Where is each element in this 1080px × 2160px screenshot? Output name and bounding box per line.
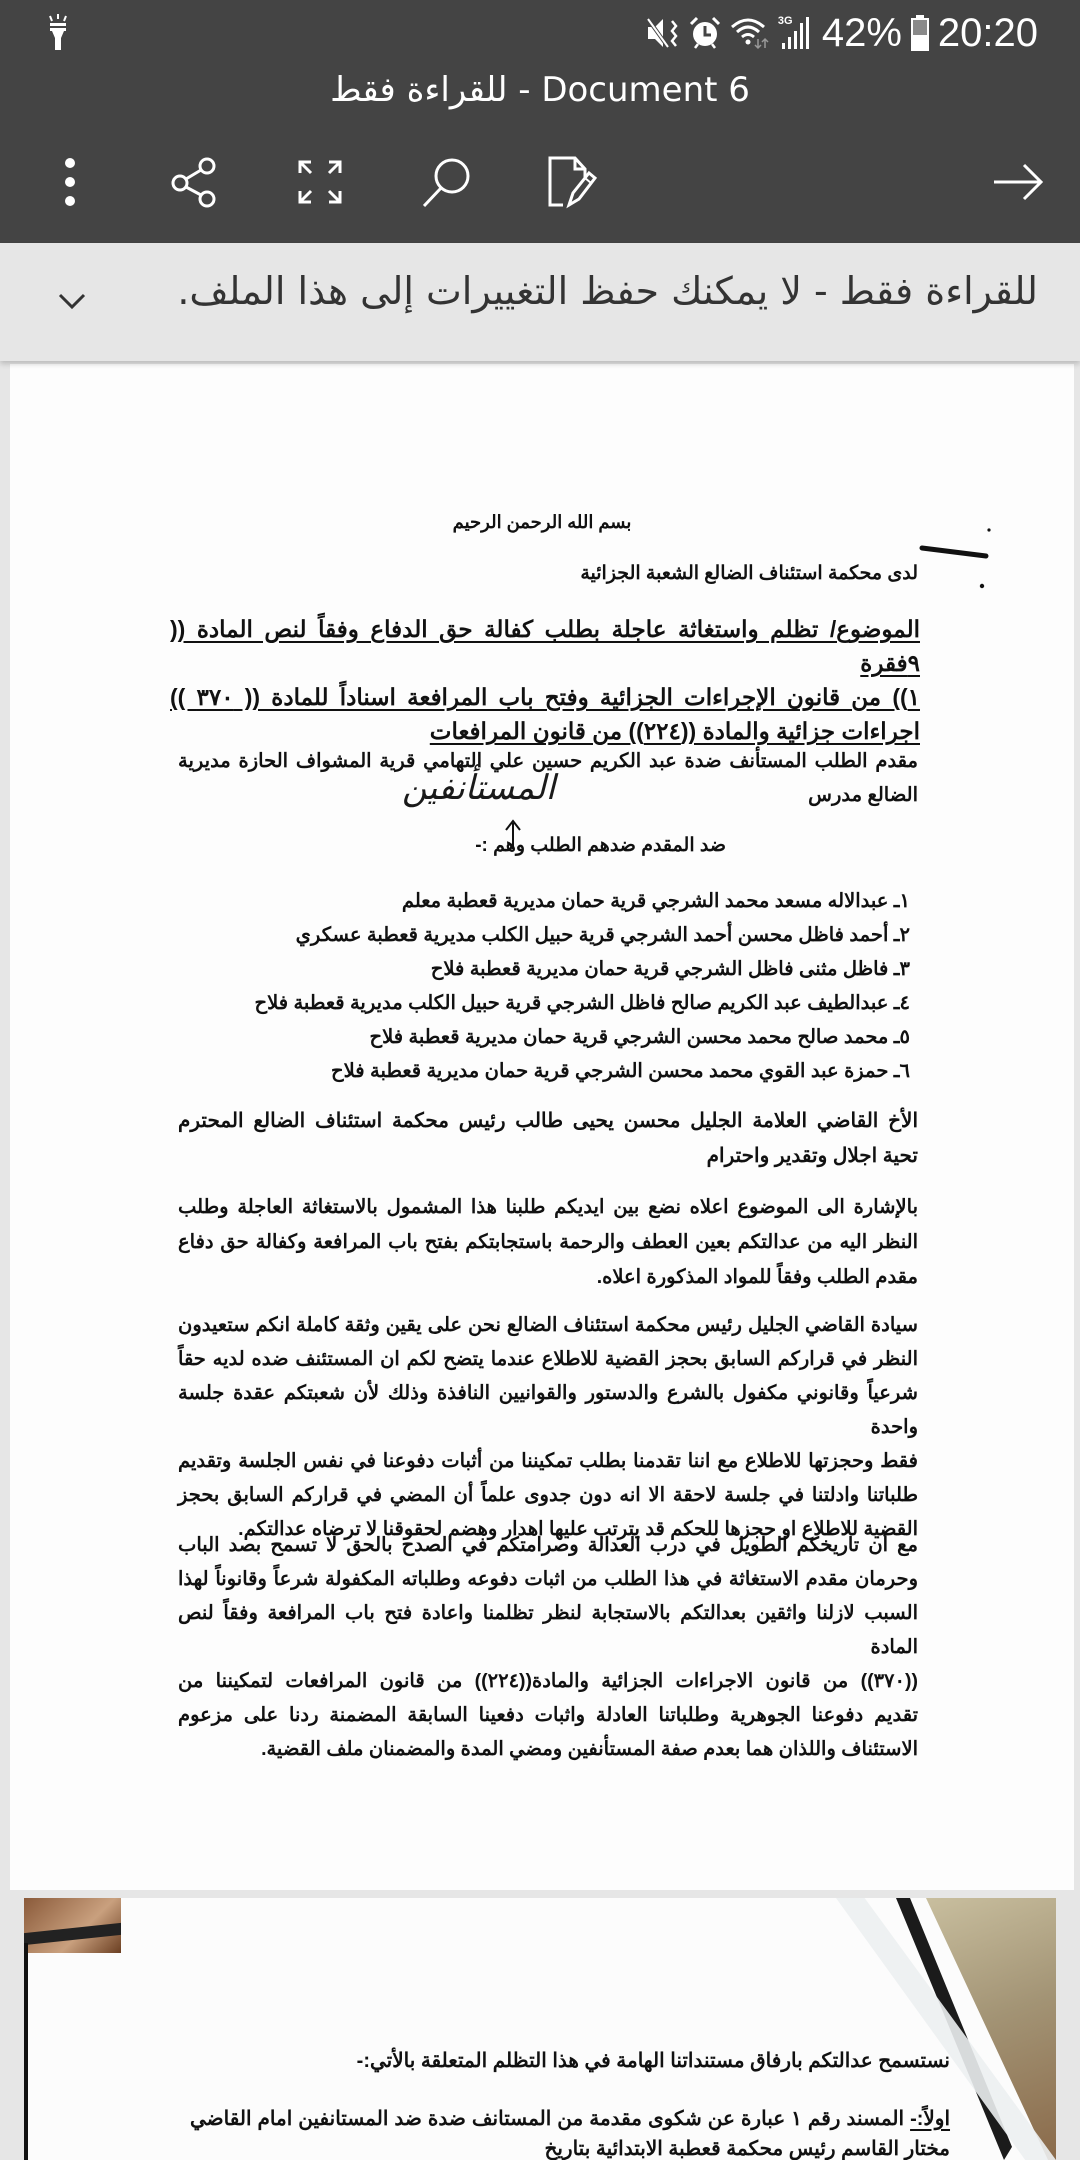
document-page-2	[24, 1898, 1056, 2160]
edit-document-icon	[547, 155, 597, 209]
paragraph-line: السبب لازلنا واثقين بعدالتكم بالاستجابة لنظر تظلمنا واعادة فتح باب المرافعة وفقاً لنص المادة	[178, 1602, 918, 1658]
signal-indicator	[778, 15, 814, 51]
paragraph-1	[178, 1190, 918, 1295]
fullscreen-icon	[297, 159, 343, 205]
paragraph-line: تقديم دفوعنا الجوهرية وطلباتنا العادلة واثبات دفعينا السابقة المضمنة ردنا على مزعوم	[178, 1704, 918, 1726]
page-separator	[0, 1890, 1080, 1898]
paragraph-line: فقط وحجزتها للاطلاع مع اننا تقدمنا بطلب تمكيننا من أثبات دفوعنا في نفس الجلسة وتقديم	[178, 1450, 918, 1472]
paragraph-line: ((٣٧٠)) من قانون الاجراءات الجزائية والمادة((٢٢٤)) من قانون المرافعات لتمكيننا من	[178, 1670, 918, 1692]
document-title: للقراءة فقط - Document 6	[330, 70, 750, 110]
app-bar	[0, 0, 1080, 243]
respondent-item: ٤ـ عبدالطيف عبد الكريم صالح فاظل الشرجي قرية حبيل الكلب مديرية قعطبة فلاح	[254, 992, 910, 1014]
mute-vibrate-icon	[646, 15, 680, 51]
respondent-item: ١ـ عبدالاله مسعد محمد الشرجي قرية حمان مديرية قعطبة معلم	[401, 890, 910, 912]
paragraph-line: سيادة القاضي الجليل رئيس محكمة استئناف الضالع نحن على يقين وثقة كاملة انكم ستعيدون	[178, 1314, 918, 1336]
paragraph-2	[178, 1308, 918, 1546]
paragraph-line: مع أن تاريخكم الطويل في درب العدالة وصرامتكم في الصدح بالحق لا تسمح بصد الباب	[178, 1534, 918, 1556]
paragraph-line: مقدم الطلب وفقاً للمواد المذكورة اعلاه.	[596, 1266, 918, 1288]
paragraph-line: طلباتنا وادلتنا في جلسة لاحقة الا انه دون جدوى علماً أن المضي في قراركم السابق بحجز	[178, 1484, 918, 1506]
signal-icon	[778, 15, 814, 51]
search-icon	[420, 156, 472, 208]
battery-icon	[910, 14, 930, 52]
attachment-item-1	[190, 2104, 950, 2160]
fullscreen-button[interactable]	[288, 150, 352, 214]
edit-document-button[interactable]	[540, 150, 604, 214]
share-icon	[169, 156, 219, 208]
chevron-down-icon[interactable]	[50, 279, 94, 323]
status-bar	[0, 0, 1080, 66]
item-text: المسند رقم ١ عبارة عن شكوى مقدمة من المستانف ضدة ضد المستانفين امام القاضي	[190, 2108, 911, 2130]
attachment-item-1-line	[190, 2104, 950, 2134]
network-type-label: 3G	[777, 15, 793, 27]
basmala: بسم الله الرحمن الرحيم	[452, 512, 632, 532]
paragraph-3	[178, 1528, 918, 1766]
more-options-button[interactable]	[38, 150, 102, 214]
paragraph-line: القضية للاطلاع او حجزها للحكم قد يترتب عليها اهدار وهضم لحقوقنا لا ترضاه عدالتكم.	[238, 1518, 918, 1540]
alarm-icon	[688, 15, 722, 51]
respondent-item: ٣ـ فاظل مثنى فاظل الشرجي قرية حمان مديرية قعطبة فلاح	[430, 958, 910, 980]
share-button[interactable]	[162, 150, 226, 214]
subject-line: اجراءات جزائية والمادة ((٢٢٤)) من قانون المرافعات	[429, 718, 920, 744]
respondent-item: ٥ـ محمد صالح محمد محسن الشرجي قرية حمان مديرية قعطبة فلاح	[369, 1026, 910, 1048]
respondents-intro: ضد المقدم ضدهم الطلب وهم :-	[475, 835, 726, 856]
forward-button[interactable]	[986, 150, 1050, 214]
search-button[interactable]	[414, 150, 478, 214]
subject-line: ١)) من قانون الإجراءات الجزائية وفتح باب المرافعة اسناداً للمادة (( ٣٧٠ ))	[170, 684, 920, 710]
subject-heading	[170, 612, 920, 748]
subject-line: الموضوع/ تظلم واستغاثة عاجلة بطلب كفالة حق الدفاع وفقاً لنص المادة (( ٩فقرة	[170, 616, 920, 676]
flashlight-icon	[46, 14, 70, 52]
applicant-line: الضالع مدرس	[808, 784, 918, 806]
read-only-notice-text: للقراءة فقط - لا يمكنك حفظ التغييرات إلى هذا الملف.	[177, 269, 1038, 313]
applicant-line: مقدم الطلب المستأنف ضدة عبد الكريم حسين علي التهامي قرية المشواف الحازة مديرية	[178, 750, 918, 772]
more-options-icon	[60, 157, 80, 207]
photo-page-edge	[24, 1943, 28, 2160]
clock: 20:20	[937, 10, 1038, 55]
respondent-item: ٢ـ أحمد فاظل محسن أحمد الشرجي قرية حبيل الكلب مديرية قعطبة عسكري	[295, 924, 910, 946]
salutation	[178, 1104, 918, 1174]
salutation-line: تحية اجلال وتقدير واحترام	[706, 1145, 918, 1167]
attachments-intro: نستسمح عدالتكم بارفاق مستنداتنا الهامة في هذا التظلم المتعلقة بالأتي:-	[356, 2050, 950, 2072]
item-number-label: اولاً:-	[910, 2108, 951, 2130]
read-only-notice-bar	[0, 243, 1080, 361]
paragraph-line: الاستئناف واللذان هما بعدم صفة المستأنفين ومضي المدة والمضمنان ملف القضية.	[261, 1738, 918, 1760]
respondents-list	[255, 884, 910, 1088]
handwritten-annotation: المستأنفين	[402, 768, 556, 808]
paragraph-line: شرعياً وقانوني مكفول بالشرع والدستور والقوانيين النافذة وذلك لأن شعبتكم عقدة جلسة واحدة	[178, 1382, 918, 1438]
status-icons	[646, 8, 1038, 58]
paragraph-line: النظر في قراركم السابق بحجز القضية للاطلاع عندما يتضح لكم ان المستئنف ضده لديه حقاً	[178, 1348, 918, 1370]
paragraph-line: وحرمان مقدم الاستغاثة في هذا الطلب من اثبات دفوعه وطلباته المكفولة شرعاً وقانوناً لهذا	[178, 1568, 918, 1590]
arrow-right-icon	[992, 162, 1044, 202]
salutation-line: الأخ القاضي العلامة الجليل محسن يحيى طالب رئيس محكمة استئناف الضالع المحترم	[178, 1110, 918, 1132]
paragraph-line: بالإشارة الى الموضوع اعلاه نضع بين ايديكم طلبنا هذا المشمول بالاستغاثة العاجلة وطلب	[178, 1196, 918, 1218]
battery-percent: 42%	[821, 10, 902, 55]
wifi-icon	[730, 15, 770, 51]
addressee: لدى محكمة استئناف الضالع الشعبة الجزائية	[580, 563, 918, 584]
respondent-item: ٦ـ حمزة عبد القوي محمد محسن الشرجي قرية حمان مديرية قعطبة فلاح	[331, 1060, 910, 1082]
attachment-item-1-continuation: مختار القاسم رئيس محكمة قعطبة الابتدائية بتاريخ	[544, 2138, 950, 2160]
paragraph-line: النظر اليه من عدالتكم بعين العطف والرحمة باستجابتكم بفتح باب المرافعة وكفالة حق دفاع	[178, 1231, 918, 1253]
document-page-1	[10, 364, 1074, 1890]
